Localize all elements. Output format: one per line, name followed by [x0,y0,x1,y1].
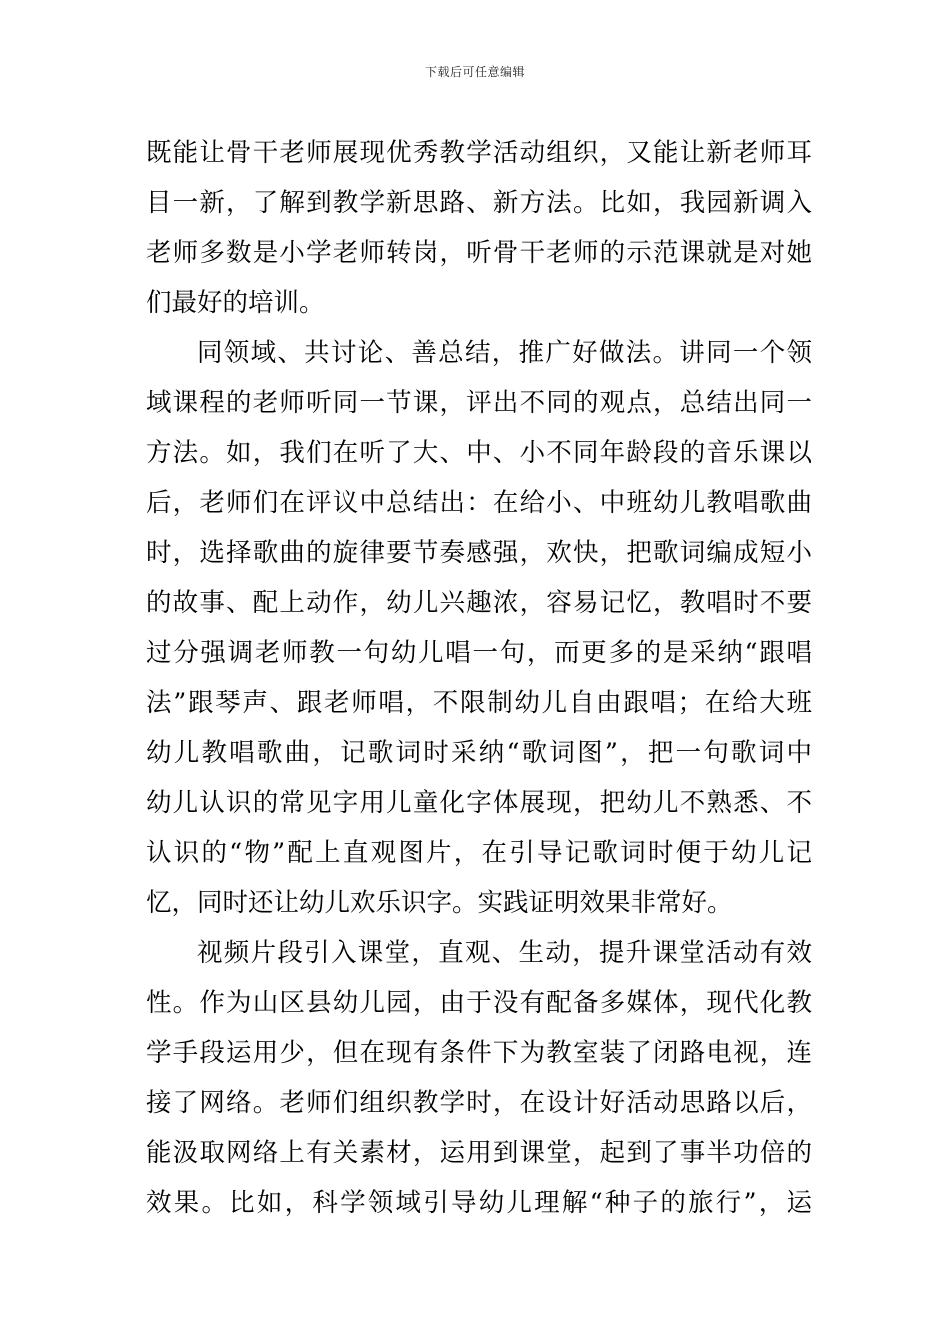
text-line: 时，选择歌曲的旋律要节奏感强，欢快，把歌词编成短小 [146,538,812,568]
text-line: 目一新，了解到教学新思路、新方法。比如，我园新调入 [146,188,812,218]
text-line: 幼儿认识的常见字用儿童化字体展现，把幼儿不熟悉、不 [146,788,812,818]
text-line: 域课程的老师听同一节课，评出不同的观点，总结出同一 [146,388,812,418]
text-line: 认识的“物”配上直观图片，在引导记歌词时便于幼儿记 [146,838,812,868]
text-line: 方法。如，我们在听了大、中、小不同年龄段的音乐课以 [146,438,812,468]
text-line: 学手段运用少，但在现有条件下为教室装了闭路电视，连 [146,1038,812,1068]
text-line: 后，老师们在评议中总结出：在给小、中班幼儿教唱歌曲 [146,488,812,518]
text-line: 幼儿教唱歌曲，记歌词时采纳“歌词图”，把一句歌词中 [146,738,812,768]
text-line: 视频片段引入课堂，直观、生动，提升课堂活动有效 [197,938,812,968]
text-line: 们最好的培训。 [146,288,325,318]
paragraph-3 [146,928,812,1228]
paragraph-2 [146,328,812,928]
paragraph-1 [146,128,812,328]
text-line: 既能让骨干老师展现优秀教学活动组织，又能让新老师耳 [146,138,812,168]
page-header: 下载后可任意编辑 [424,65,525,79]
text-line: 的故事、配上动作，幼儿兴趣浓，容易记忆，教唱时不要 [146,588,812,618]
text-line: 过分强调老师教一句幼儿唱一句，而更多的是采纳“跟唱 [146,638,812,668]
text-line: 接了网络。老师们组织教学时，在设计好活动思路以后， [146,1088,812,1118]
text-line: 同领域、共讨论、善总结，推广好做法。讲同一个领 [197,338,812,368]
text-line: 性。作为山区县幼儿园，由于没有配备多媒体，现代化教 [146,988,812,1018]
document-body [146,128,812,1228]
text-line: 法”跟琴声、跟老师唱，不限制幼儿自由跟唱；在给大班 [146,688,812,718]
text-line: 效果。比如，科学领域引导幼儿理解“种子的旅行”，运 [146,1188,812,1218]
text-line: 能汲取网络上有关素材，运用到课堂，起到了事半功倍的 [146,1138,812,1168]
text-line: 老师多数是小学老师转岗，听骨干老师的示范课就是对她 [146,238,812,268]
text-line: 忆，同时还让幼儿欢乐识字。实践证明效果非常好。 [146,888,733,918]
